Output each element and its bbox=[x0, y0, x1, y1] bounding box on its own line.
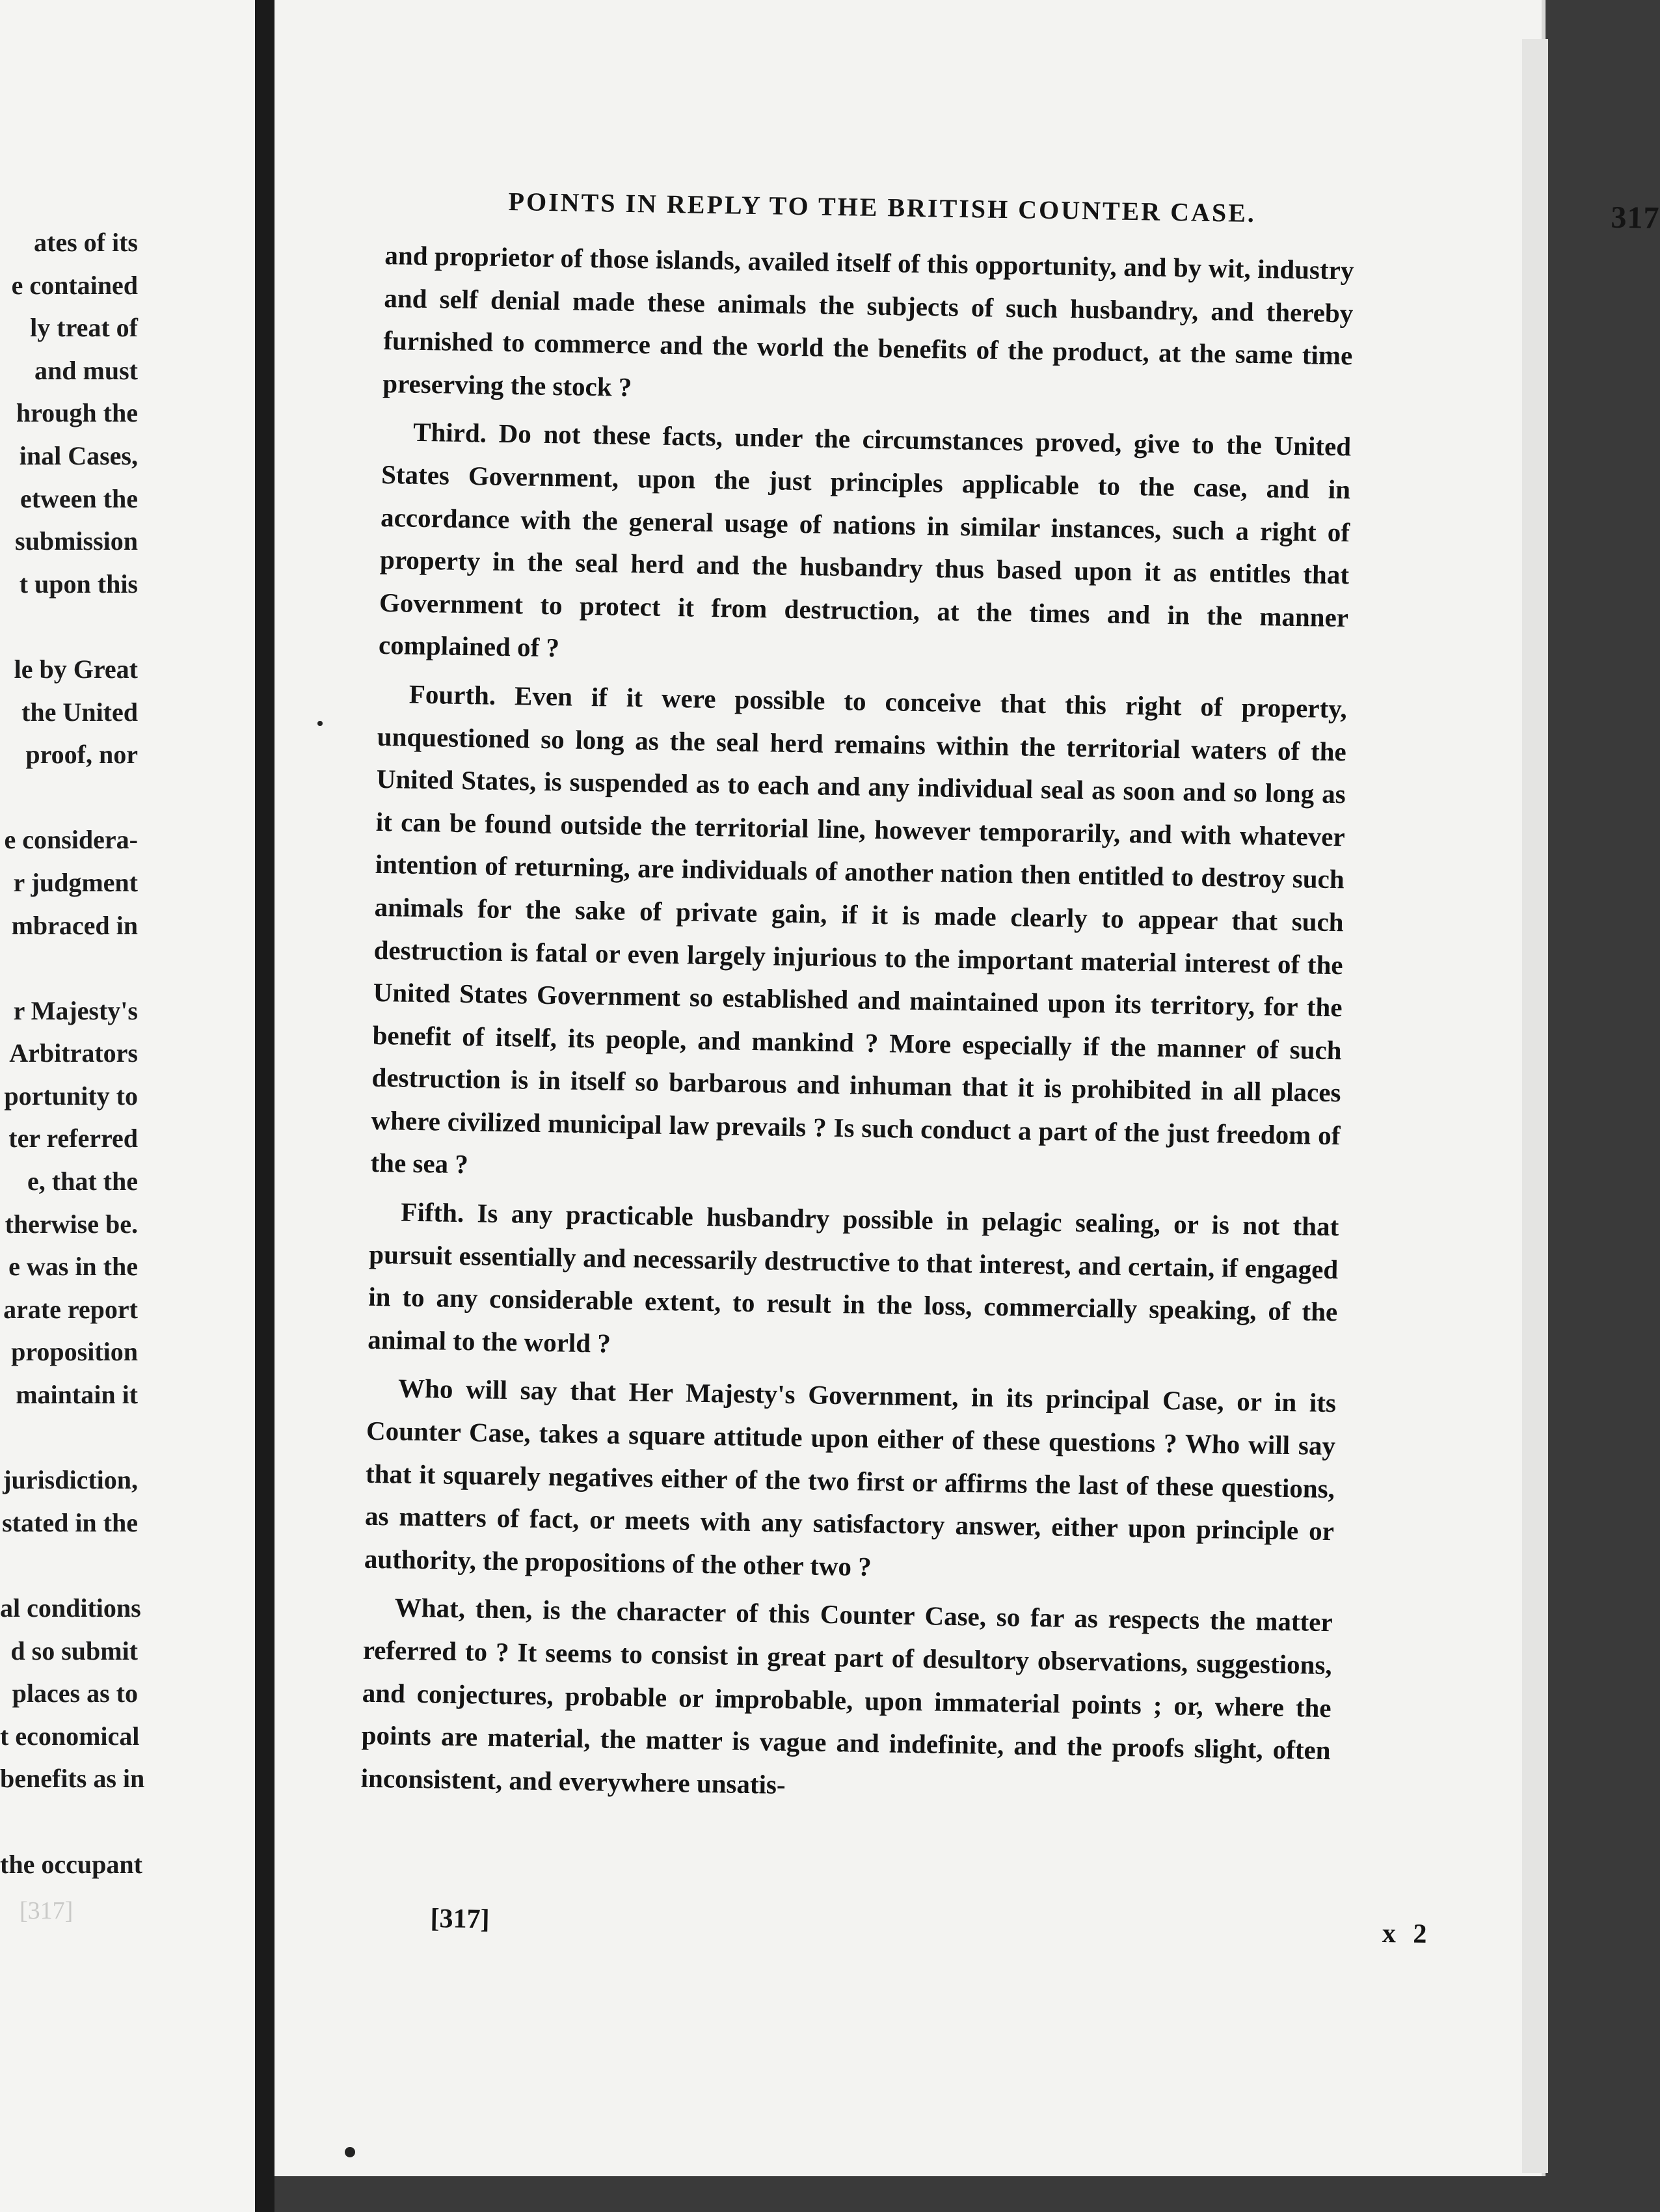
left-page-line: portunity to bbox=[4, 1081, 138, 1111]
left-page-line: maintain it bbox=[16, 1380, 138, 1410]
running-head bbox=[508, 186, 1660, 235]
left-page-text bbox=[0, 221, 255, 1885]
left-page-line: le by Great bbox=[14, 654, 138, 684]
book-gutter bbox=[255, 0, 274, 2212]
left-page-line: etween the bbox=[20, 483, 138, 513]
paragraph: and proprietor of those islands, availed itself of this opportunity, and by wit, industry and self denial made these animals the subjects of such husbandry, and thereby furnished to commerce and the world the benefits of the product, at the same time preserving the stock ? bbox=[382, 239, 1354, 402]
page-edge bbox=[1522, 39, 1548, 2173]
left-page-line bbox=[0, 1416, 255, 1459]
left-page-line: inal Cases, bbox=[19, 440, 138, 470]
left-page-line bbox=[0, 947, 255, 990]
left-page-line: ly treat of bbox=[30, 313, 138, 343]
running-head-title: POINTS IN REPLY TO THE BRITISH COUNTER CASE. bbox=[508, 186, 1257, 228]
left-page-line: submission bbox=[15, 526, 138, 556]
paragraph: Fifth. Is any practicable husbandry possible in pelagic sealing, or is not that pursuit essentially and necessarily destructive to that interest, and certain, if engaged in to any considerable extent, to result in the loss, commercially speaking, of the animal to the world ? bbox=[367, 1196, 1339, 1358]
body-text bbox=[360, 234, 1354, 1814]
left-page-line: ates of its bbox=[34, 228, 138, 257]
left-page-line: r Majesty's bbox=[13, 995, 138, 1025]
footer-folio: [317] bbox=[430, 1903, 490, 1935]
left-page-line: hrough the bbox=[16, 398, 138, 428]
signature-mark: x 2 bbox=[1382, 1918, 1432, 1950]
ink-speck bbox=[317, 721, 323, 726]
left-page-line: and must bbox=[34, 355, 138, 385]
paragraph: What, then, is the character of this Counter Case, so far as respects the matter referred to ? It seems to consist in great part of desultory observations, suggestions, and conjectures, probable or improbable, upon immaterial points ; or, where the points are material, the matter is vague and indefinite, and the proofs slight, often inconsistent, and everywhere unsatis- bbox=[360, 1592, 1333, 1800]
left-page-line: e considera- bbox=[4, 825, 138, 855]
left-page-line: t economical bbox=[0, 1721, 140, 1751]
left-page-line: d so submit bbox=[10, 1636, 138, 1666]
left-page-line bbox=[0, 605, 255, 648]
left-page-line: arate report bbox=[3, 1294, 138, 1324]
left-page-folio: [317] bbox=[20, 1897, 74, 1924]
paragraph: Third. Do not these facts, under the circumstances proved, give to the United States Government, upon the just principles applicable to the case, and in accordance with the general usage of nations in similar instances, such a right of property in the seal herd and the husbandry thus based upon it as entitles that Government to protect it from destruction, at the times and in the manner complained of ? bbox=[378, 417, 1352, 663]
left-page-line: the United bbox=[21, 697, 138, 727]
left-page-line: al conditions bbox=[0, 1593, 141, 1623]
left-page-line: t upon this bbox=[19, 569, 138, 599]
left-page bbox=[0, 0, 255, 2212]
left-page-line: therwise be. bbox=[5, 1209, 138, 1239]
left-page-line: the occupant bbox=[0, 1849, 142, 1879]
page-number: 317 bbox=[1611, 200, 1660, 236]
right-page bbox=[274, 0, 1660, 2176]
left-page-line bbox=[0, 776, 255, 819]
left-page-line: jurisdiction, bbox=[3, 1465, 138, 1495]
left-page-line: e contained bbox=[11, 270, 138, 300]
ink-speck bbox=[345, 2147, 355, 2157]
left-page-line: mbraced in bbox=[11, 910, 138, 940]
left-page-line: benefits as in bbox=[0, 1764, 145, 1794]
left-page-line bbox=[0, 1800, 255, 1843]
left-page-line bbox=[0, 1544, 255, 1587]
left-page-line: stated in the bbox=[2, 1507, 138, 1537]
left-page-line: ter referred bbox=[8, 1124, 138, 1153]
page-footer bbox=[430, 1903, 1432, 1958]
paragraph: Fourth. Even if it were possible to conceive that this right of property, unquestioned so long as the seal herd remains within the territorial waters of the United States, is suspended as to each and any individual seal as soon and so long as it can be found outside the territorial line, however temporarily, and with whatever intention of returning, are individuals of another nation then entitled to destroy such animals for the sake of private gain, if it is made clearly to appear that such destruction is fatal or even largely injurious to the important material interest of the United States Government so established and maintained upon its territory, for the benefit of itself, its people, and mankind ? More especially if the manner of such destruction is in itself so barbarous and inhuman that it is prohibited in all places where civilized municipal law prevails ? Is such conduct a part of the just freedom of the sea ? bbox=[370, 679, 1348, 1180]
paragraph: Who will say that Her Majesty's Government, in its principal Case, or in its Counter Case, takes a square attitude upon either of these questions ? Who will say that it squarely negatives either of the two first or affirms the last of these questions, as matters of fact, or meets with any satisfactory answer, either upon principle or authority, the propositions of the other two ? bbox=[364, 1373, 1337, 1582]
left-page-line: proof, nor bbox=[25, 740, 138, 770]
left-page-line: proposition bbox=[11, 1337, 138, 1367]
left-page-line: e, that the bbox=[27, 1167, 138, 1196]
left-page-line: r judgment bbox=[13, 867, 138, 897]
left-page-line: places as to bbox=[12, 1679, 138, 1708]
left-page-line: Arbitrators bbox=[9, 1038, 138, 1068]
left-page-line: e was in the bbox=[8, 1252, 138, 1282]
